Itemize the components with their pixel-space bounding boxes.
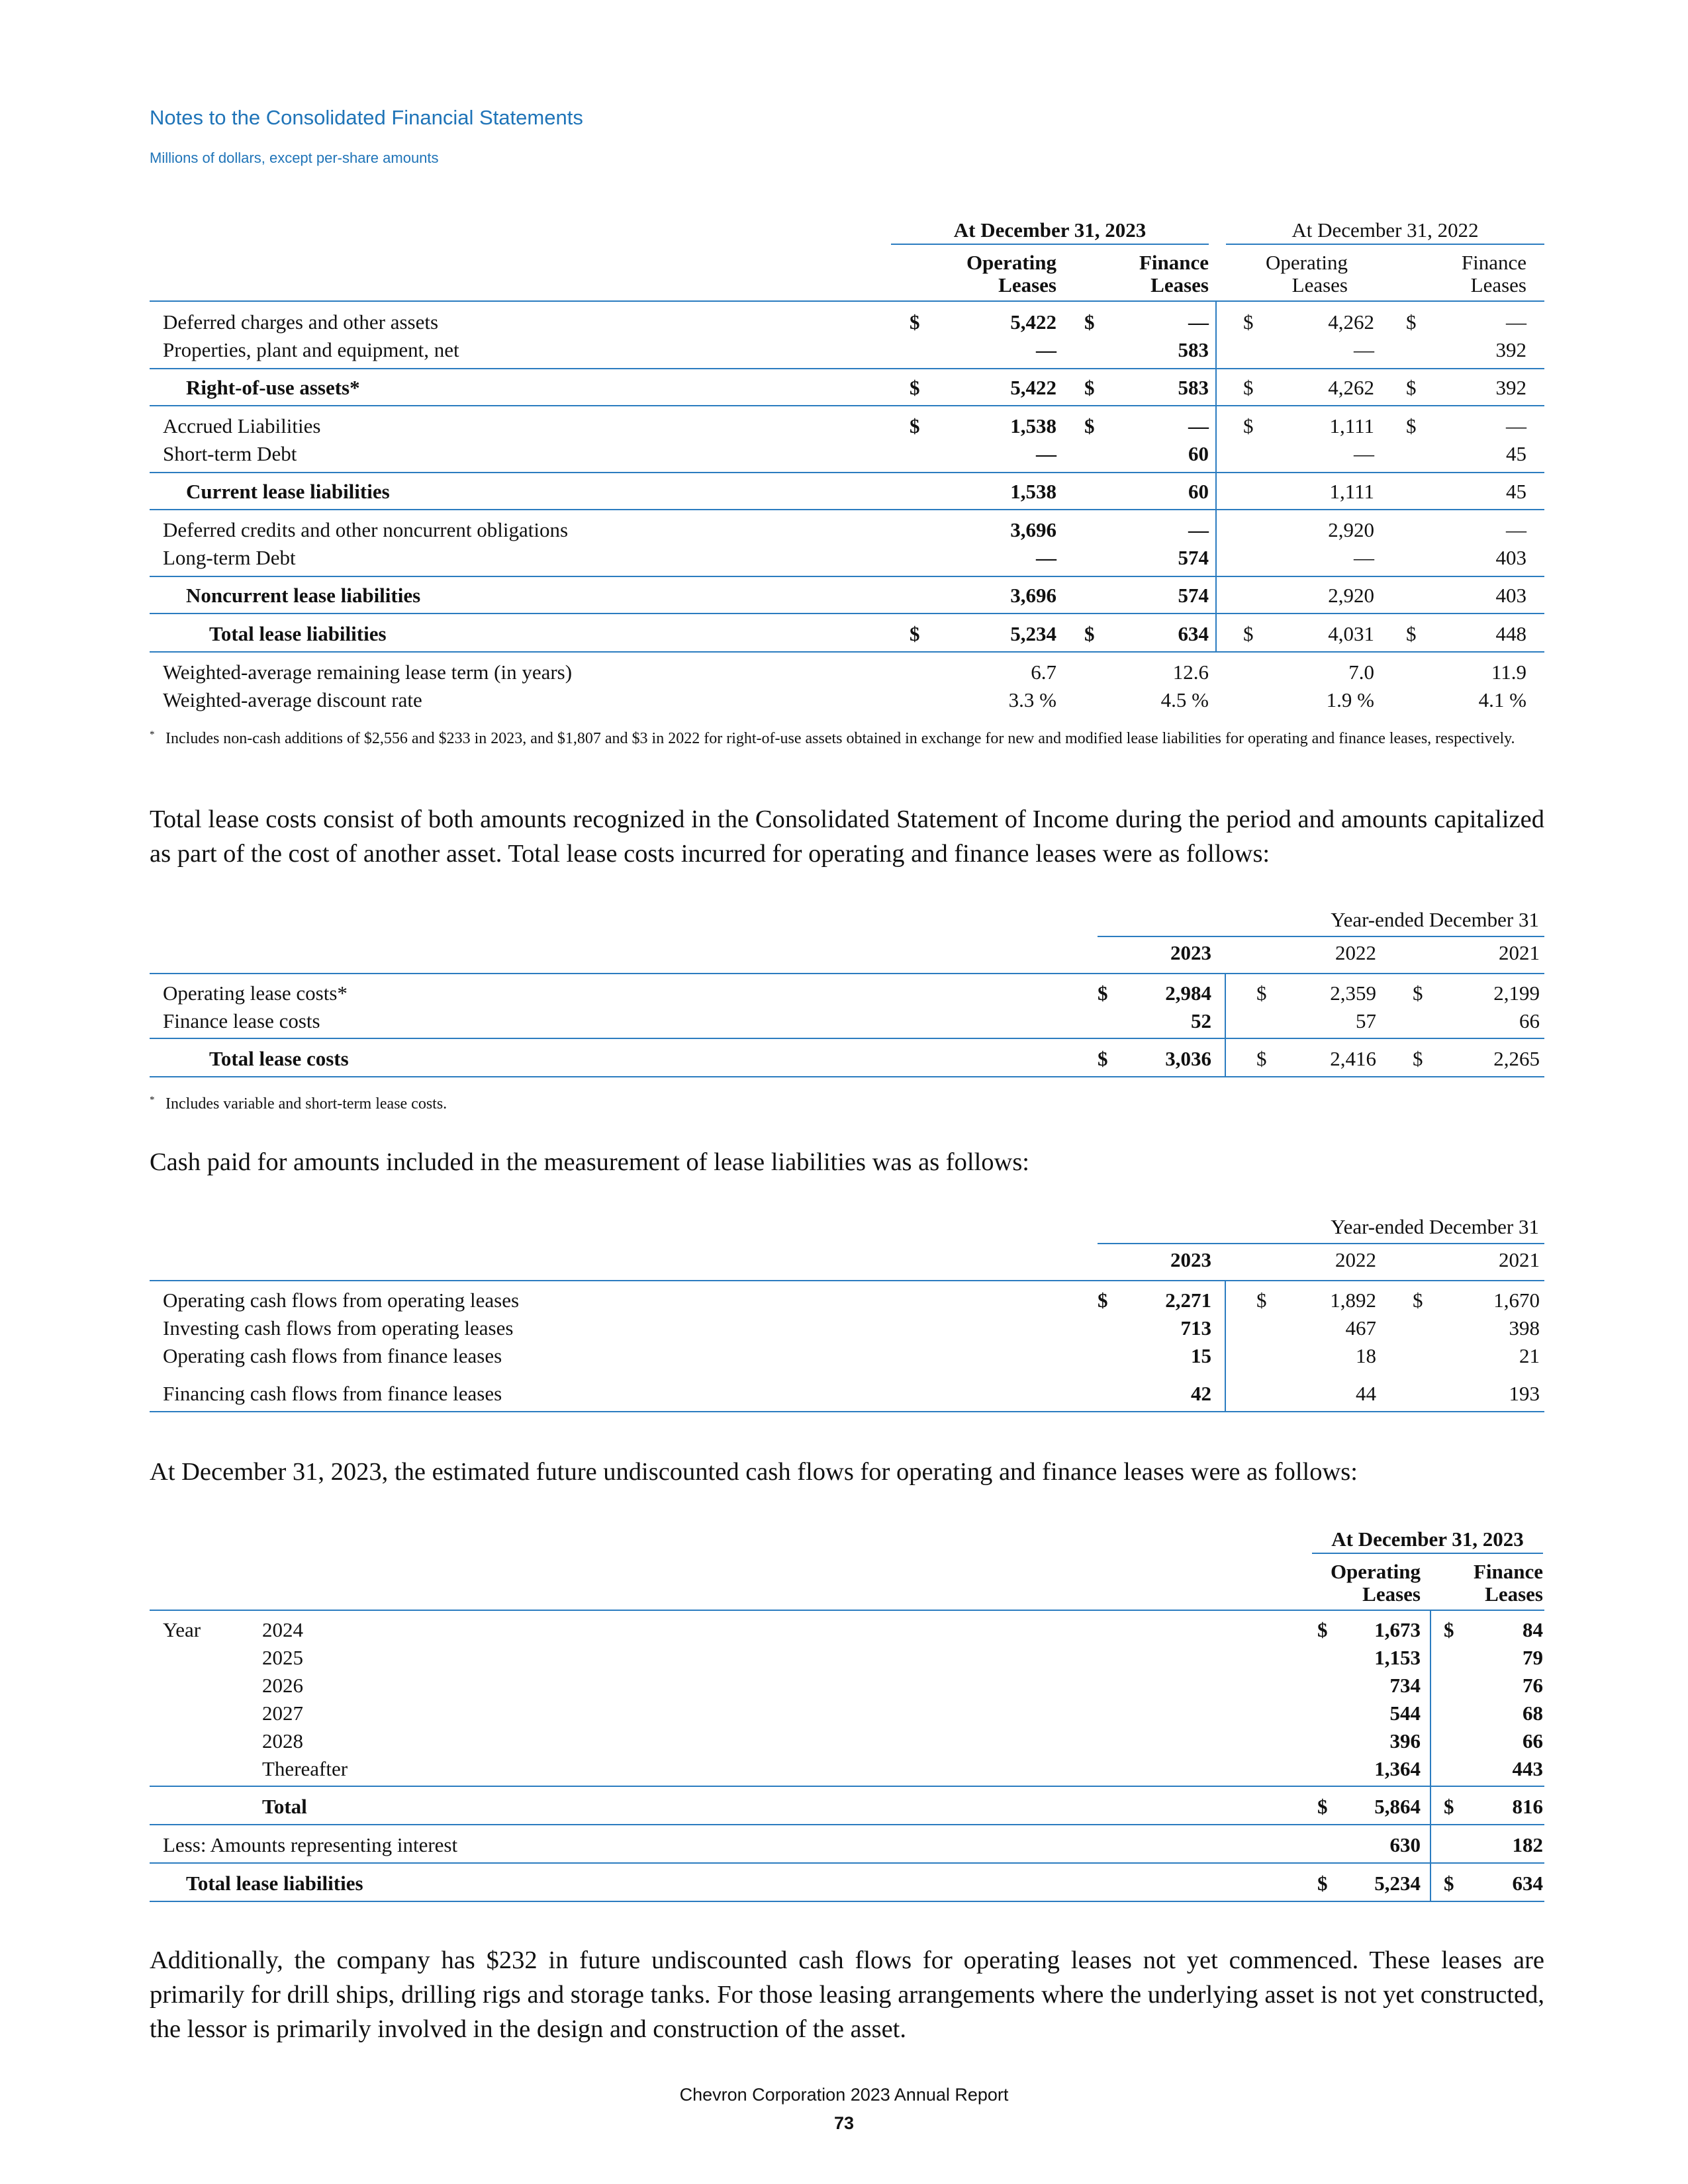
finance-2022-value: 403: [1495, 584, 1526, 607]
value-2021: 193: [1509, 1382, 1540, 1405]
row-label: Operating cash flows from finance leases: [163, 1344, 502, 1367]
operating-value: 630: [1389, 1833, 1421, 1856]
row-label: Weighted-average remaining lease term (in years): [163, 660, 573, 684]
balance-table-footnote: [150, 727, 1544, 751]
table-row: [150, 544, 1544, 572]
table-row: [150, 1616, 1544, 1644]
currency-symbol: $: [1444, 1872, 1454, 1895]
row-label: Operating cash flows from operating leases: [163, 1289, 520, 1312]
currency-symbol: $: [1317, 1872, 1328, 1895]
divider-line: [150, 1901, 1544, 1902]
table-row: [150, 1380, 1544, 1408]
currency-symbol: $: [1317, 1618, 1328, 1641]
finance-2022-value: 11.9: [1491, 660, 1526, 684]
row-label: 2027: [262, 1702, 303, 1725]
value-2023: 2,271: [1165, 1289, 1211, 1312]
finance-value: 68: [1523, 1702, 1543, 1725]
finance-2023-value: 583: [1178, 338, 1209, 361]
finance-2023-value: 574: [1178, 584, 1209, 607]
value-2022: 2,359: [1330, 981, 1376, 1005]
currency-symbol: $: [1406, 622, 1417, 645]
table-row: [150, 516, 1544, 544]
row-label: Total lease costs: [209, 1047, 349, 1070]
currency-symbol: $: [1413, 981, 1423, 1005]
col-finance: Finance Leases: [1473, 1560, 1543, 1606]
finance-2022-value: 392: [1495, 376, 1526, 399]
row-label: Current lease liabilities: [186, 480, 390, 503]
row-label: Weighted-average discount rate: [163, 688, 422, 711]
operating-2022-value: 2,920: [1328, 518, 1374, 541]
footnote-text: Includes variable and short-term lease costs.: [165, 1095, 447, 1113]
operating-2023-value: 5,422: [1010, 310, 1056, 334]
currency-symbol: $: [910, 376, 920, 399]
currency-symbol: $: [1243, 376, 1254, 399]
operating-value: 544: [1389, 1702, 1421, 1725]
currency-symbol: $: [1256, 981, 1267, 1005]
cash-paid-table: [150, 1214, 1544, 1426]
value-2021: 2,199: [1493, 981, 1540, 1005]
operating-2022-value: 4,031: [1328, 622, 1374, 645]
table-row: [150, 979, 1544, 1007]
table-row: [150, 374, 1544, 402]
row-label: Properties, plant and equipment, net: [163, 338, 459, 361]
currency-symbol: $: [910, 414, 920, 437]
finance-value: 66: [1523, 1729, 1543, 1752]
divider-line: [150, 1038, 1544, 1039]
operating-2022-value: 7.0: [1348, 660, 1374, 684]
currency-symbol: $: [1098, 1047, 1108, 1070]
row-label: Investing cash flows from operating leases: [163, 1316, 514, 1340]
divider-line: [1098, 1243, 1544, 1244]
value-2023: 15: [1191, 1344, 1211, 1367]
paragraph-cash-paid: Cash paid for amounts included in the measurement of lease liabilities was as follows:: [150, 1148, 1030, 1176]
divider-line: [150, 472, 1544, 473]
divider-line: [150, 1280, 1544, 1281]
row-label: Total lease liabilities: [209, 622, 387, 645]
operating-2023-value: —: [1036, 338, 1056, 361]
divider-line: [150, 1824, 1544, 1825]
future-cash-flows-table: [150, 1526, 1544, 1923]
value-2021: 2,265: [1493, 1047, 1540, 1070]
finance-value: 816: [1512, 1795, 1543, 1818]
value-2023: 2,984: [1165, 981, 1211, 1005]
divider-line: [150, 368, 1544, 369]
divider-line: [150, 651, 1544, 653]
finance-value: 79: [1523, 1646, 1543, 1669]
table-row: [150, 1007, 1544, 1035]
currency-symbol: $: [1084, 310, 1095, 334]
lease-costs-table: [150, 907, 1544, 1085]
operating-2022-value: 1,111: [1329, 480, 1374, 503]
section-title: Notes to the Consolidated Financial Statements: [150, 106, 583, 129]
value-2022: 57: [1356, 1009, 1376, 1032]
year-header: 2023: [1170, 1248, 1211, 1271]
table-row: [150, 412, 1544, 440]
currency-symbol: $: [1243, 310, 1254, 334]
operating-2023-value: 1,538: [1010, 414, 1056, 437]
footnote-text: Includes non-cash additions of $2,556 and $233 in 2023, and $1,807 and $3 in 2022 for right-of-use assets obtained in exchange for new and modified lease liabilities for operating and finance leases, respectively.: [165, 730, 1515, 747]
currency-symbol: $: [910, 310, 920, 334]
currency-symbol: $: [1243, 414, 1254, 437]
divider-line: [150, 405, 1544, 406]
row-label: Less: Amounts representing interest: [163, 1833, 458, 1856]
operating-value: 1,153: [1374, 1646, 1421, 1669]
row-label: Short-term Debt: [163, 442, 297, 465]
operating-value: 1,673: [1374, 1618, 1421, 1641]
currency-symbol: $: [1406, 376, 1417, 399]
operating-value: 5,234: [1374, 1872, 1421, 1895]
table-row: [150, 1644, 1544, 1672]
column-divider: [1225, 1280, 1226, 1411]
row-label: Thereafter: [262, 1757, 348, 1780]
table-row: [150, 440, 1544, 468]
finance-value: 182: [1512, 1833, 1543, 1856]
table-row: [150, 308, 1544, 336]
divider-line: [150, 1411, 1544, 1412]
col-operating-2023: Operating Leases: [966, 251, 1056, 296]
operating-value: 734: [1389, 1674, 1421, 1697]
currency-symbol: $: [1098, 1289, 1108, 1312]
finance-2023-value: —: [1188, 518, 1209, 541]
balance-sheet-lease-table: [150, 212, 1544, 728]
costs-table-footnote: [150, 1092, 1544, 1116]
finance-2022-value: 403: [1495, 546, 1526, 569]
group-header: At December 31, 2023: [1312, 1526, 1543, 1554]
column-divider: [1225, 973, 1226, 1076]
value-2022: 18: [1356, 1344, 1376, 1367]
currency-symbol: $: [910, 622, 920, 645]
currency-symbol: $: [1256, 1047, 1267, 1070]
value-2023: 42: [1191, 1382, 1211, 1405]
currency-symbol: $: [1098, 981, 1108, 1005]
value-2023: 52: [1191, 1009, 1211, 1032]
page-number: 73: [833, 2113, 855, 2133]
col-finance-2022-visible: Finance Leases: [1461, 251, 1526, 296]
currency-symbol: $: [1084, 376, 1095, 399]
currency-symbol: $: [1406, 414, 1417, 437]
operating-value: 5,864: [1374, 1795, 1421, 1818]
finance-value: 84: [1523, 1618, 1543, 1641]
group-header: Year-ended December 31: [1331, 1215, 1539, 1238]
finance-2023-value: 634: [1178, 622, 1209, 645]
row-label: Financing cash flows from finance leases: [163, 1382, 502, 1405]
group-header: Year-ended December 31: [1331, 908, 1539, 931]
finance-2023-value: 12.6: [1172, 660, 1209, 684]
value-2021: 21: [1519, 1344, 1540, 1367]
finance-2022-value: —: [1506, 310, 1526, 334]
paragraph-future-cash-flows: At December 31, 2023, the estimated future undiscounted cash flows for operating and finance leases were as follows:: [150, 1458, 1358, 1486]
value-2023: 713: [1180, 1316, 1211, 1340]
row-label: Deferred credits and other noncurrent obligations: [163, 518, 569, 541]
currency-symbol: $: [1243, 622, 1254, 645]
finance-value: 76: [1523, 1674, 1543, 1697]
currency-symbol: $: [1413, 1289, 1423, 1312]
operating-2022-value: 1,111: [1329, 414, 1374, 437]
row-label: Deferred charges and other assets: [163, 310, 439, 334]
table-row: [150, 1831, 1544, 1859]
finance-2022-value: 392: [1495, 338, 1526, 361]
divider-line: [150, 973, 1544, 974]
operating-2023-value: —: [1036, 442, 1056, 465]
row-label: Right-of-use assets*: [186, 376, 360, 399]
operating-2022-value: 1.9 %: [1326, 688, 1374, 711]
group-header-2022-visible: At December 31, 2022: [1226, 217, 1544, 245]
year-header: 2022: [1335, 1248, 1376, 1271]
operating-2022-value: —: [1354, 338, 1374, 361]
operating-2023-value: 3.3 %: [1008, 688, 1056, 711]
finance-2022-value: 45: [1506, 480, 1526, 503]
finance-2023-value: 60: [1188, 480, 1209, 503]
finance-2022-value: 4.1 %: [1478, 688, 1526, 711]
row-label: Total lease liabilities: [186, 1872, 363, 1895]
operating-2022-value: 4,262: [1328, 310, 1374, 334]
row-label: Total: [262, 1795, 307, 1818]
row-label: Finance lease costs: [163, 1009, 320, 1032]
operating-2022-value: 4,262: [1328, 376, 1374, 399]
operating-2022-value: —: [1354, 442, 1374, 465]
value-2023: 3,036: [1165, 1047, 1211, 1070]
currency-symbol: $: [1084, 622, 1095, 645]
value-2022: 44: [1356, 1382, 1376, 1405]
table-row: [150, 1342, 1544, 1370]
finance-2023-value: 60: [1188, 442, 1209, 465]
table-row: [150, 1870, 1544, 1897]
row-label: 2025: [262, 1646, 303, 1669]
table-row: [150, 336, 1544, 364]
value-2021: 1,670: [1493, 1289, 1540, 1312]
year-label: Year: [163, 1618, 201, 1641]
year-header: 2021: [1499, 941, 1540, 964]
column-divider: [1215, 300, 1217, 651]
col-finance-2023: Finance Leases: [1139, 251, 1209, 296]
divider-line: [150, 1786, 1544, 1787]
value-2022: 1,892: [1330, 1289, 1376, 1312]
row-label: Long-term Debt: [163, 546, 296, 569]
report-name: Chevron Corporation 2023 Annual Report: [679, 2085, 1009, 2105]
table-row: [150, 686, 1544, 714]
divider-line: [150, 1076, 1544, 1077]
footnote-mark: *: [150, 1095, 155, 1105]
finance-2022-value: —: [1506, 414, 1526, 437]
table-row: [150, 1045, 1544, 1073]
year-header: 2023: [1170, 941, 1211, 964]
divider-line: [150, 1862, 1544, 1864]
table-row: [150, 1287, 1544, 1314]
year-header: 2022: [1335, 941, 1376, 964]
operating-2023-value: 1,538: [1010, 480, 1056, 503]
finance-2023-value: —: [1188, 310, 1209, 334]
column-divider: [1430, 1610, 1431, 1901]
row-label: 2024: [262, 1618, 303, 1641]
finance-value: 443: [1512, 1757, 1543, 1780]
divider-line: [150, 613, 1544, 614]
paragraph-leases-not-commenced: Additionally, the company has $232 in future undiscounted cash flows for operating leases not yet commenced. These leases are primarily for drill ships, drilling rigs and storage tanks. For those leasing arrangements where the underlying asset is not yet constructed, the lessor is primarily involved in the design and construction of the asset.: [150, 1946, 1544, 2043]
col-operating-2022: Operating Leases: [1266, 251, 1348, 296]
group-header-2023: At December 31, 2023: [891, 217, 1209, 245]
row-label: Accrued Liabilities: [163, 414, 321, 437]
table-row: [150, 1700, 1544, 1727]
finance-2023-value: —: [1188, 414, 1209, 437]
value-2021: 398: [1509, 1316, 1540, 1340]
col-operating: Operating Leases: [1330, 1560, 1421, 1606]
divider-line: [150, 576, 1544, 577]
operating-2023-value: 5,422: [1010, 376, 1056, 399]
operating-2022-value: —: [1354, 546, 1374, 569]
finance-2023-value: 574: [1178, 546, 1209, 569]
row-label: 2026: [262, 1674, 303, 1697]
currency-symbol: $: [1413, 1047, 1423, 1070]
operating-value: 396: [1389, 1729, 1421, 1752]
operating-2023-value: —: [1036, 546, 1056, 569]
units-note: Millions of dollars, except per-share amounts: [150, 150, 439, 166]
footnote-mark: *: [150, 729, 155, 740]
operating-2023-value: 3,696: [1010, 584, 1056, 607]
table-row: [150, 1727, 1544, 1755]
table-row: [150, 1793, 1544, 1821]
table-row: [150, 620, 1544, 648]
finance-value: 634: [1512, 1872, 1543, 1895]
finance-2023-value: 583: [1178, 376, 1209, 399]
table-row: [150, 1755, 1544, 1783]
operating-2022-value: 2,920: [1328, 584, 1374, 607]
divider-line: [150, 509, 1544, 510]
value-2021: 66: [1519, 1009, 1540, 1032]
currency-symbol: $: [1084, 414, 1095, 437]
finance-2023-value: 4.5 %: [1160, 688, 1209, 711]
table-row: [150, 1672, 1544, 1700]
row-label: 2028: [262, 1729, 303, 1752]
operating-value: 1,364: [1374, 1757, 1421, 1780]
operating-2023-value: 3,696: [1010, 518, 1056, 541]
operating-2023-value: 6.7: [1031, 660, 1056, 684]
value-2022: 467: [1345, 1316, 1376, 1340]
finance-2022-value: 45: [1506, 442, 1526, 465]
row-label: Operating lease costs*: [163, 981, 348, 1005]
divider-line: [150, 300, 1544, 302]
table-row: [150, 1314, 1544, 1342]
table-row: [150, 582, 1544, 610]
row-label: Noncurrent lease liabilities: [186, 584, 421, 607]
currency-symbol: $: [1444, 1618, 1454, 1641]
currency-symbol: $: [1317, 1795, 1328, 1818]
year-header: 2021: [1499, 1248, 1540, 1271]
table-row: [150, 478, 1544, 506]
currency-symbol: $: [1256, 1289, 1267, 1312]
currency-symbol: $: [1444, 1795, 1454, 1818]
currency-symbol: $: [1406, 310, 1417, 334]
paragraph-total-lease-costs: Total lease costs consist of both amounts recognized in the Consolidated Statement of Income during the period and amounts capitalized as part of the cost of another asset. Total lease costs incurred for operating and finance leases were as follows:: [150, 805, 1544, 868]
operating-2023-value: 5,234: [1010, 622, 1056, 645]
finance-2022-value: —: [1506, 518, 1526, 541]
finance-2022-value: 448: [1495, 622, 1526, 645]
value-2022: 2,416: [1330, 1047, 1376, 1070]
table-row: [150, 659, 1544, 686]
divider-line: [150, 1610, 1544, 1611]
divider-line: [1098, 936, 1544, 937]
